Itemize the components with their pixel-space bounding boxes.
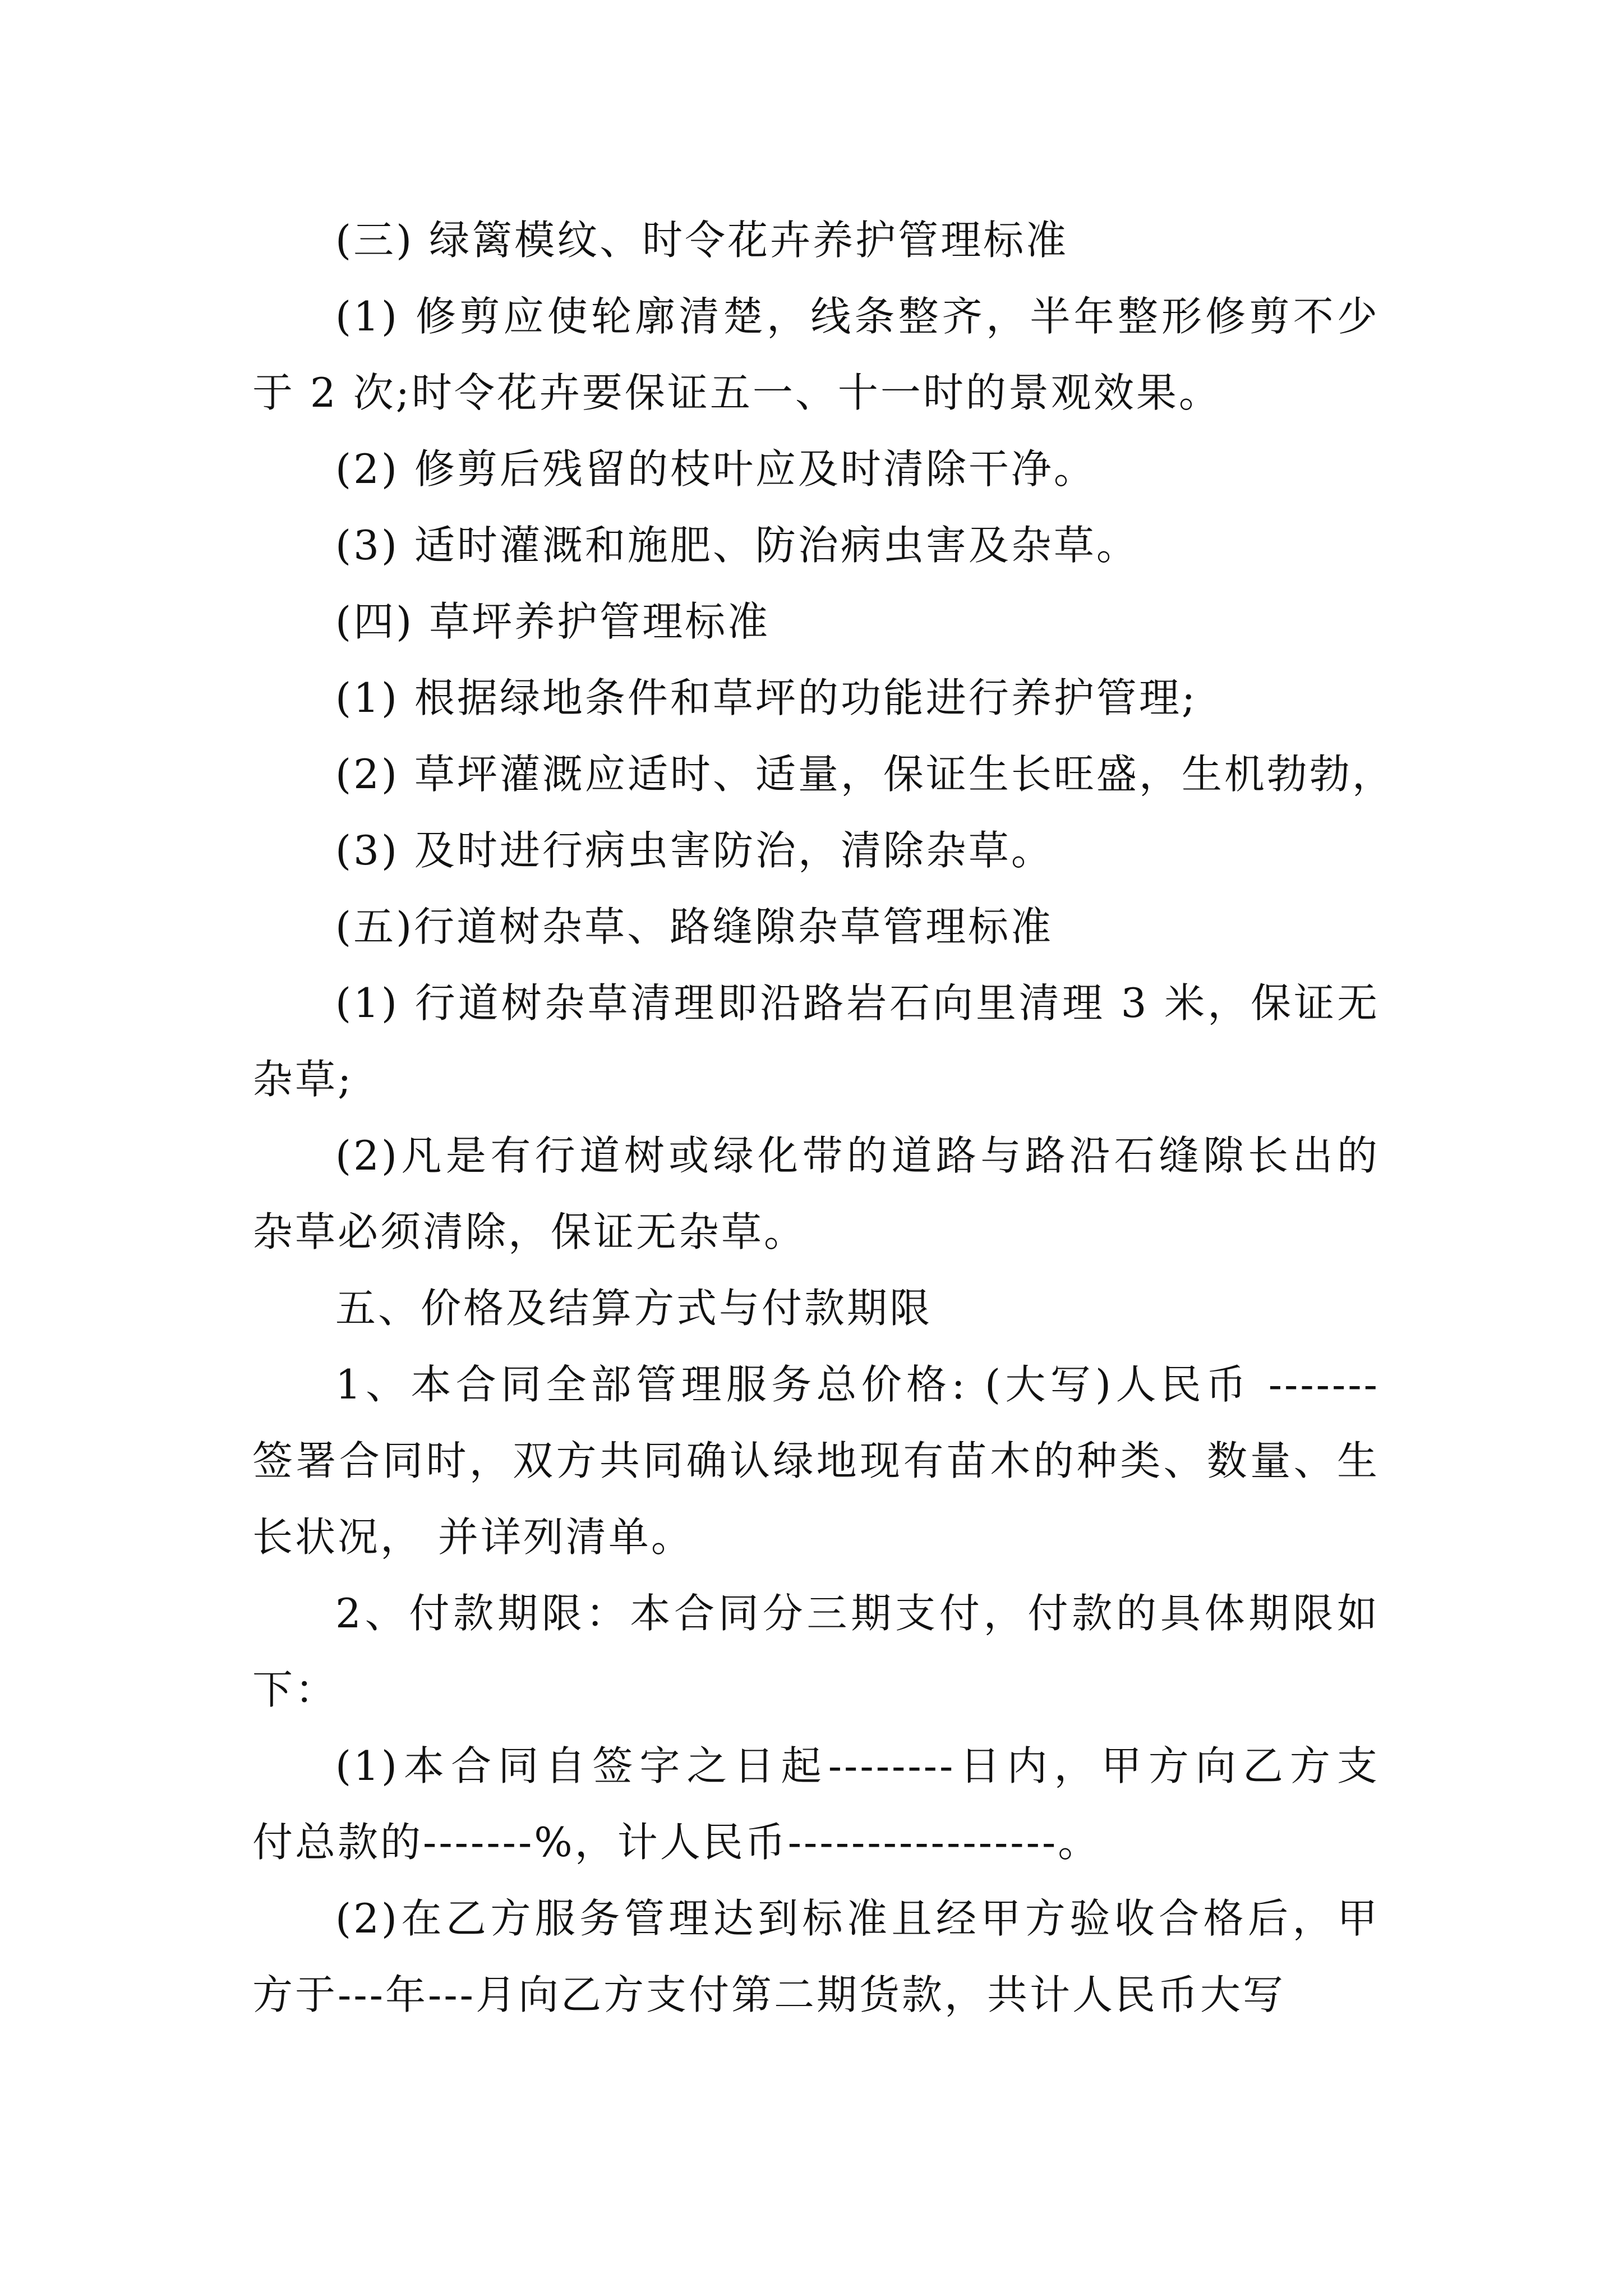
- section-heading-hedge-flowers: (三) 绿篱模纹、时令花卉养护管理标准: [335, 217, 1069, 264]
- paragraph-line: 杂草;: [252, 1056, 354, 1103]
- paragraph-line: 签署合同时，双方共同确认绿地现有苗木的种类、数量、生: [252, 1437, 1380, 1484]
- section-heading-lawn: (四) 草坪养护管理标准: [335, 598, 771, 645]
- paragraph-line: 付总款的-------%，计人民币-----------------。: [252, 1819, 1101, 1866]
- document-body: [252, 212, 1395, 2043]
- paragraph-line: 下：: [252, 1666, 338, 1713]
- paragraph-line: 1、本合同全部管理服务总价格: (大写)人民币 -------: [335, 1361, 1380, 1408]
- paragraph-line: (3) 适时灌溉和施肥、防治病虫害及杂草。: [335, 522, 1139, 569]
- section-heading-price-payment: 五、价格及结算方式与付款期限: [335, 1285, 933, 1332]
- paragraph-line: 方于---年---月向乙方支付第二期货款，共计人民币大写: [252, 1971, 1285, 2018]
- paragraph-line: (1) 修剪应使轮廓清楚，线条整齐，半年整形修剪不少: [335, 293, 1380, 340]
- paragraph-line: 长状况， 并详列清单。: [252, 1513, 694, 1561]
- section-heading-street-trees: (五)行道树杂草、路缝隙杂草管理标准: [335, 903, 1054, 950]
- paragraph-line: (1) 行道树杂草清理即沿路岩石向里清理 3 米，保证无: [335, 979, 1380, 1027]
- paragraph-line: (2)凡是有行道树或绿化带的道路与路沿石缝隙长出的: [335, 1132, 1380, 1179]
- paragraph-line: 于 2 次;时令花卉要保证五一、十一时的景观效果。: [252, 369, 1221, 416]
- paragraph-line: (1)本合同自签字之日起--------日内，甲方向乙方支: [335, 1742, 1380, 1789]
- paragraph-line: (2) 草坪灌溉应适时、适量，保证生长旺盛，生机勃勃，: [335, 751, 1395, 798]
- paragraph-line: (1) 根据绿地条件和草坪的功能进行养护管理;: [335, 674, 1198, 721]
- paragraph-line: (2)在乙方服务管理达到标准且经甲方验收合格后，甲: [335, 1895, 1380, 1942]
- paragraph-line: (2) 修剪后残留的枝叶应及时清除干净。: [335, 445, 1096, 493]
- paragraph-line: (3) 及时进行病虫害防治，清除杂草。: [335, 827, 1054, 874]
- paragraph-line: 杂草必须清除，保证无杂草。: [252, 1208, 807, 1255]
- paragraph-line: 2、付款期限：本合同分三期支付，付款的具体期限如: [335, 1590, 1380, 1637]
